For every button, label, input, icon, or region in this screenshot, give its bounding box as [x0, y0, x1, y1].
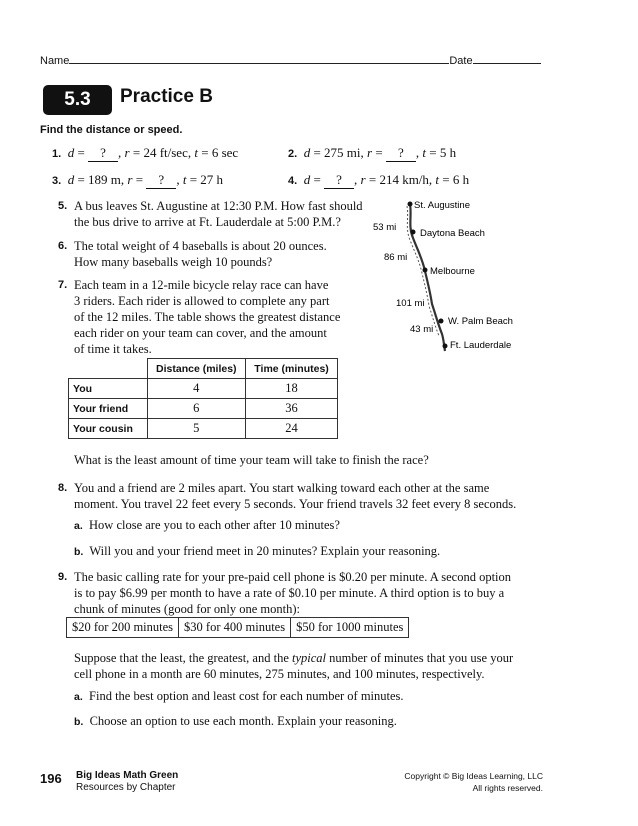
separator: , — [428, 172, 436, 187]
separator: , — [415, 145, 423, 160]
answer-blank[interactable]: ? — [146, 172, 176, 189]
question-text: 3 riders. Each rider is allowed to complete any part — [74, 294, 330, 308]
question-number: 8. — [58, 482, 68, 494]
value: 6 sec — [211, 145, 239, 160]
value: 5 h — [439, 145, 457, 160]
var-d: d — [303, 145, 311, 160]
suppose-text: Suppose that the least, the greatest, and the — [74, 651, 292, 665]
problem-4 — [288, 172, 469, 189]
question-number: 7. — [58, 279, 68, 291]
suppose-line: cell phone in a month are 60 minutes, 275 minutes, and 100 minutes, respectively. — [74, 667, 485, 681]
part-label: b. — [74, 716, 84, 728]
var-r: r — [127, 172, 133, 187]
suppose-emphasis: typical — [292, 651, 327, 665]
minutes-plan-table — [66, 617, 409, 638]
copyright-line: All rights reserved. — [472, 783, 543, 793]
question-number: 6. — [58, 240, 68, 252]
city-marker — [423, 268, 428, 273]
problem-2 — [288, 145, 456, 162]
problem-3 — [52, 172, 223, 189]
table-row — [69, 379, 338, 399]
part-label: a. — [74, 691, 83, 703]
var-t: t — [435, 172, 440, 187]
separator: , — [118, 145, 125, 160]
row-label: Your friend — [69, 399, 148, 419]
part-text: How close are you to each other after 10 minutes? — [89, 518, 340, 532]
instructions: Find the distance or speed. — [40, 124, 183, 136]
var-d: d — [67, 172, 75, 187]
question-text: is to pay $6.99 per month to have a rate of $0.10 per minute. A third option is to buy a — [74, 586, 505, 600]
copyright — [404, 770, 543, 794]
separator: , — [120, 172, 128, 187]
city-label: Ft. Lauderdale — [450, 340, 512, 351]
book-info — [76, 770, 178, 794]
table-cell: 18 — [246, 379, 338, 399]
table-cell: 24 — [246, 419, 338, 439]
var-t: t — [194, 145, 198, 160]
city-marker — [408, 202, 413, 207]
table-cell: 5 — [147, 419, 246, 439]
question-text: How many baseballs weigh 10 pounds? — [74, 255, 273, 269]
answer-blank[interactable]: ? — [88, 145, 118, 162]
table-header: Distance (miles) — [147, 359, 246, 379]
question-5 — [58, 198, 368, 230]
problem-number: 3. — [52, 175, 62, 187]
question-8b — [74, 543, 440, 560]
separator: , — [187, 145, 195, 160]
equals: = — [310, 172, 325, 187]
distance-label: 86 mi — [384, 252, 408, 263]
equals: = — [310, 145, 325, 160]
city-label: Melbourne — [430, 266, 475, 277]
lesson-badge: 5.3 — [43, 85, 112, 115]
distance-label: 53 mi — [373, 222, 397, 233]
var-d: d — [67, 145, 75, 160]
equals: = — [132, 172, 147, 187]
part-label: a. — [74, 520, 83, 532]
question-text: A bus leaves St. Augustine at 12:30 P.M. How fast should — [74, 199, 363, 213]
question-7 — [58, 277, 368, 357]
table-cell: 36 — [246, 399, 338, 419]
city-label: Daytona Beach — [420, 228, 485, 239]
relay-table — [68, 358, 338, 439]
page-number: 196 — [40, 771, 62, 786]
problem-1 — [52, 145, 238, 162]
part-text: Find the best option and least cost for each number of minutes. — [89, 689, 404, 703]
equals: = — [186, 172, 201, 187]
city-marker — [443, 344, 448, 349]
equals: = — [197, 145, 212, 160]
part-text: Will you and your friend meet in 20 minutes? Explain your reasoning. — [89, 544, 441, 558]
question-text: the bus drive to arrive at Ft. Lauderdale at 5:00 P.M.? — [74, 215, 341, 229]
name-line[interactable] — [69, 53, 449, 64]
plan-cell: $20 for 200 minutes — [67, 618, 179, 638]
page-title: Practice B — [120, 86, 213, 107]
distance-label: 101 mi — [396, 298, 425, 309]
table-header: Time (minutes) — [246, 359, 338, 379]
suppose-line — [74, 650, 574, 666]
row-label: You — [69, 379, 148, 399]
equals: = — [74, 172, 89, 187]
problem-number: 1. — [52, 148, 62, 160]
question-8a — [74, 517, 340, 534]
distance-label: 43 mi — [410, 324, 434, 335]
city-marker — [439, 319, 444, 324]
question-text: chunk of minutes (good for only one month): — [74, 602, 301, 616]
table-row — [69, 399, 338, 419]
equals: = — [372, 145, 386, 160]
problem-number: 2. — [288, 148, 298, 160]
question-9b — [74, 713, 397, 730]
part-label: b. — [74, 546, 84, 558]
table-corner — [69, 359, 148, 379]
question-number: 5. — [58, 200, 68, 212]
equals: = — [426, 145, 440, 160]
var-r: r — [124, 145, 130, 160]
equals: = — [365, 172, 380, 187]
value: 189 m — [88, 172, 121, 187]
table-header-row — [69, 359, 338, 379]
value: 214 km/h — [379, 172, 429, 187]
value: 24 ft/sec — [143, 145, 188, 160]
copyright-line: Copyright © Big Ideas Learning, LLC — [404, 771, 543, 781]
city-label: W. Palm Beach — [448, 316, 513, 327]
question-text: of time it takes. — [74, 342, 152, 356]
book-subtitle: Resources by Chapter — [76, 782, 176, 793]
var-d: d — [303, 172, 311, 187]
name-date-row — [40, 53, 545, 67]
equals: = — [74, 145, 89, 160]
question-7-prompt: What is the least amount of time your team will take to finish the race? — [74, 453, 429, 467]
table-row — [69, 419, 338, 439]
table-cell: 6 — [147, 399, 246, 419]
part-text: Choose an option to use each month. Explain your reasoning. — [89, 714, 397, 728]
question-text: each rider on your team can cover, and the amount — [74, 326, 327, 340]
value: 275 mi — [324, 145, 361, 160]
question-text: of the 12 miles. The table shows the greatest distance — [74, 310, 341, 324]
var-r: r — [367, 145, 373, 160]
city-marker — [411, 230, 416, 235]
book-title: Big Ideas Math Green — [76, 770, 179, 781]
var-r: r — [360, 172, 366, 187]
question-9a — [74, 688, 404, 705]
florida-coast-map — [370, 196, 530, 356]
separator: , — [176, 172, 183, 187]
plan-cell: $30 for 400 minutes — [179, 618, 291, 638]
question-number: 9. — [58, 571, 68, 583]
equals: = — [129, 145, 144, 160]
date-line[interactable] — [473, 53, 541, 64]
var-t: t — [182, 172, 187, 187]
date-label: Date — [449, 55, 473, 67]
question-text: You and a friend are 2 miles apart. You start walking toward each other at the same — [74, 481, 490, 495]
value: 27 h — [200, 172, 224, 187]
suppose-text: number of minutes that you use your — [326, 651, 514, 665]
value: 6 h — [452, 172, 470, 187]
question-9 — [58, 569, 578, 617]
question-text: The total weight of 4 baseballs is about 20 ounces. — [74, 239, 327, 253]
question-8 — [58, 480, 578, 512]
problem-number: 4. — [288, 175, 298, 187]
table-cell: 4 — [147, 379, 246, 399]
question-text: Each team in a 12-mile bicycle relay race can have — [74, 278, 329, 292]
answer-blank[interactable]: ? — [324, 172, 354, 189]
answer-blank[interactable]: ? — [386, 145, 416, 162]
question-9-suppose — [74, 650, 574, 682]
question-6 — [58, 238, 368, 270]
separator: , — [360, 145, 368, 160]
plan-cell: $50 for 1000 minutes — [291, 618, 409, 638]
row-label: Your cousin — [69, 419, 148, 439]
var-t: t — [422, 145, 427, 160]
question-text: The basic calling rate for your pre-paid cell phone is $0.20 per minute. A second option — [74, 570, 512, 584]
city-label: St. Augustine — [414, 200, 470, 211]
table-row — [67, 618, 409, 638]
name-label: Name — [40, 55, 70, 67]
equals: = — [439, 172, 453, 187]
question-text: moment. You travel 22 feet every 5 seconds. Your friend travels 32 feet every 8 seconds. — [74, 497, 517, 511]
separator: , — [354, 172, 361, 187]
